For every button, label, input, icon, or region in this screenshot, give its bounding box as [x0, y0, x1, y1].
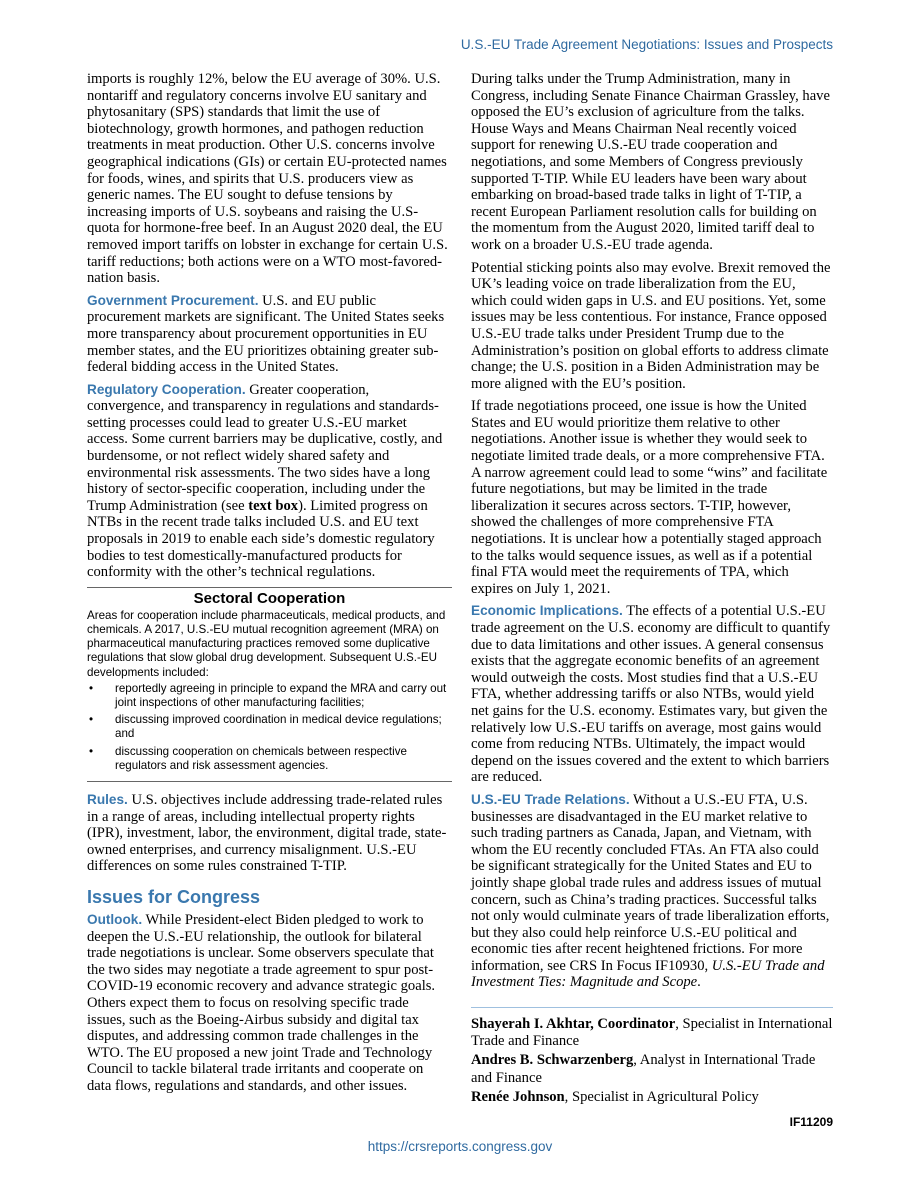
- author-name: Renée Johnson: [471, 1088, 565, 1105]
- left-column: [87, 71, 449, 1101]
- lead-regulatory-cooperation: Regulatory Cooperation.: [87, 381, 246, 397]
- lead-economic-implications: Economic Implications.: [471, 603, 623, 619]
- lead-trade-relations: U.S.-EU Trade Relations.: [471, 791, 630, 807]
- paragraph-regulatory-cooperation: [87, 382, 449, 581]
- list-item-text: reportedly agreeing in principle to expand the MRA and carry out joint inspections of other manufacturing facilities;: [115, 681, 447, 710]
- bullet-icon: •: [89, 681, 94, 695]
- paragraph-sticking-points: Potential sticking points also may evolve. Brexit removed the UK’s leading voice on trade liberalization from the EU, which could widen gaps in U.S. and EU positions. Yet, some issues may be less contentious. For instance, France opposed U.S.-EU trade talks under President Trump due to the Administration’s position on global efforts to address climate change; the U.S. position in a Biden Administration may be more aligned with the EU’s position.: [471, 259, 831, 392]
- author-name: Andres B. Schwarzenberg: [471, 1052, 634, 1069]
- report-title-link[interactable]: U.S.-EU Trade and Investment Ties: Magnitude and Scope: [471, 957, 825, 991]
- text-trade-relations-end: .: [697, 974, 701, 991]
- paragraph-negotiation-priorities: If trade negotiations proceed, one issue is how the United States and EU would prioritize them relative to other negotiations. Another issue is whether they would seek to negotiate limited trade deals, or a more comprehensive FTA. A narrow agreement could lead to some “wins” and facilitate future negotiations, but may be limited in the trade liberalization it secures across sectors. T-TIP, however, showed the challenges of more comprehensive FTA negotiations. It is unclear how a potentially staged approach to the talks would sequence issues, as well as if a potential final FTA would meet the requirements of TPA, which expires on July 1, 2021.: [471, 398, 828, 597]
- text-trade-relations: Without a U.S.-EU FTA, U.S. businesses are disadvantaged in the EU market relative to such trading partners as Canada, Japan, and Vietnam, with whom the EU recently concluded FTAs. An FTA also could be significant strategically for the United States and EU to jointly shape global trade rules and address issues of mutual concern, such as China’s trading practices. Successful talks not only would culminate years of trade liberalization efforts, but they also could help reinforce U.S.-EU political and economic ties after recent heightened frictions. For more information, see CRS In Focus IF10930,: [471, 791, 830, 974]
- paragraph-government-procurement: [87, 293, 449, 376]
- textbox-title: Sectoral Cooperation: [193, 589, 346, 607]
- running-header: U.S.-EU Trade Agreement Negotiations: Issues and Prospects: [460, 37, 833, 52]
- text-regulatory-cooperation-1: Greater cooperation, convergence, and transparency in regulations and standards-setting processes could lead to greater U.S.-EU market access. Some current barriers may be duplicative, costly, and burdensome, or not reflect widely shared safety and environmental risk assessments. The two sides have a long history of sector-specific cooperation, including under the Trump Administration (see: [87, 381, 443, 514]
- author-name: Shayerah I. Akhtar, Coordinator: [471, 1016, 676, 1033]
- footer-url-link[interactable]: https://crsreports.congress.gov: [367, 1139, 553, 1154]
- list-item: [87, 745, 452, 773]
- bullet-icon: •: [89, 713, 94, 727]
- list-item-text: discussing improved coordination in medical device regulations; and: [115, 713, 442, 741]
- paragraph-outlook: [87, 912, 449, 1095]
- sectoral-cooperation-box: [87, 587, 452, 782]
- author-entry: [471, 1016, 833, 1050]
- textbox-intro: Areas for cooperation include pharmaceuticals, medical products, and chemicals. A 2017, U.S.-EU mutual recognition agreement (MRA) on pharmaceutical manufacturing practices removed some duplicative regulations that slow global drug development. Subsequent U.S.-EU developments included:: [87, 608, 446, 679]
- text-rules: U.S. objectives include addressing trade-related rules in a range of areas, including intellectual property rights (IPR), investment, labor, the environment, digital trade, state-owned enterprises, and currency misalignment. U.S.-EU differences on some rules constrained T-TIP.: [87, 792, 447, 875]
- text-regulatory-cooperation-2: ). Limited progress on NTBs in the recent trade talks included U.S. and EU text proposals in 2019 to enable each side’s domestic regulatory bodies to test domestically-manufactured products for conformity with the other’s technical regulations.: [87, 497, 435, 581]
- author-entry: [471, 1052, 833, 1086]
- author-role: , Specialist in Agricultural Policy: [564, 1088, 759, 1105]
- lead-outlook: Outlook.: [87, 912, 143, 928]
- document-id: IF11209: [789, 1115, 833, 1129]
- text-outlook: While President-elect Biden pledged to work to deepen the U.S.-EU relationship, the outlook for bilateral trade negotiations is unclear. Some observers speculate that the two sides may negotiate a trade agreement to spur post-COVID-19 economic recovery and advance strategic goals. Others expect them to focus on resolving specific trade issues, such as the Boeing-Airbus subsidy and digital tax disputes, and addressing common trade challenges in the WTO. The EU proposed a new joint Trade and Technology Council to tackle bilateral trade irritants and cooperate on data flows, regulations and standards, and other issues.: [87, 912, 436, 1094]
- author-entry: [471, 1089, 833, 1106]
- text-box-reference: text box: [248, 497, 299, 514]
- bullet-icon: •: [89, 744, 94, 758]
- list-item: [87, 713, 452, 741]
- paragraph-rules: [87, 792, 449, 875]
- right-column: [471, 71, 833, 1108]
- lead-rules: Rules.: [87, 792, 128, 808]
- textbox-list: [87, 682, 452, 773]
- author-role: , Specialist in International Trade and Finance: [471, 1016, 833, 1050]
- text-government-procurement: U.S. and EU public procurement markets are significant. The United States seeks more transparency about procurement opportunities in EU member states, and the EU prioritizes obtaining greater sub-federal bidding access in the United States.: [87, 292, 445, 376]
- list-item: [87, 682, 452, 710]
- authors-block: [471, 1007, 833, 1106]
- paragraph-economic-implications: [471, 603, 833, 786]
- paragraph-tariffs: imports is roughly 12%, below the EU average of 30%. U.S. nontariff and regulatory concerns involve EU sanitary and phytosanitary (SPS) standards that limit the use of biotechnology, growth hormones, and pathogen reduction treatments in meat production. Other U.S. concerns involve geographical indications (GIs) or certain EU-protected names for foods, wines, and spirits that U.S. producers view as generic names. The EU sought to defuse tensions by increasing imports of U.S. soybeans and raising the U.S-quota for hormone-free beef. In an August 2020 deal, the EU removed import tariffs on lobster in exchange for certain U.S. tariff reductions; both actions were on a WTO most-favored-nation basis.: [87, 71, 448, 287]
- author-role: , Analyst in International Trade and Finance: [471, 1052, 816, 1086]
- section-heading-issues-for-congress: Issues for Congress: [87, 887, 261, 908]
- paragraph-congress-views: During talks under the Trump Administration, many in Congress, including Senate Finance Chairman Grassley, have opposed the EU’s exclusion of agriculture from the talks. House Ways and Means Chairman Neal recently voiced support for renewing U.S.-EU trade cooperation and negotiations, and some Members of Congress previously supported T-TIP. While EU leaders have been wary about embarking on broad-based trade talks in light of T-TIP, a recent European Parliament resolution calls for building on the momentum from the August 2020, limited tariff deal to work on a broader U.S.-EU trade agenda.: [471, 71, 830, 253]
- text-economic-implications: The effects of a potential U.S.-EU trade agreement on the U.S. economy are difficult to quantify due to data limitations and other issues. A general consensus exists that the aggregate economic benefits of an agreement would outweigh the costs. Most studies find that a U.S.-EU FTA, whether addressing tariffs or also NTBs, would yield net gains for the U.S. economy. Estimates vary, but given the relatively low U.S.-EU tariffs on average, most gains would come from reducing NTBs. Ultimately, the impact would depend on the issues covered and the extent to which barriers are reduced.: [471, 603, 831, 786]
- paragraph-trade-relations: [471, 792, 833, 991]
- list-item-text: discussing cooperation on chemicals between respective regulators and risk assessment agencies.: [115, 744, 407, 772]
- lead-government-procurement: Government Procurement.: [87, 292, 259, 308]
